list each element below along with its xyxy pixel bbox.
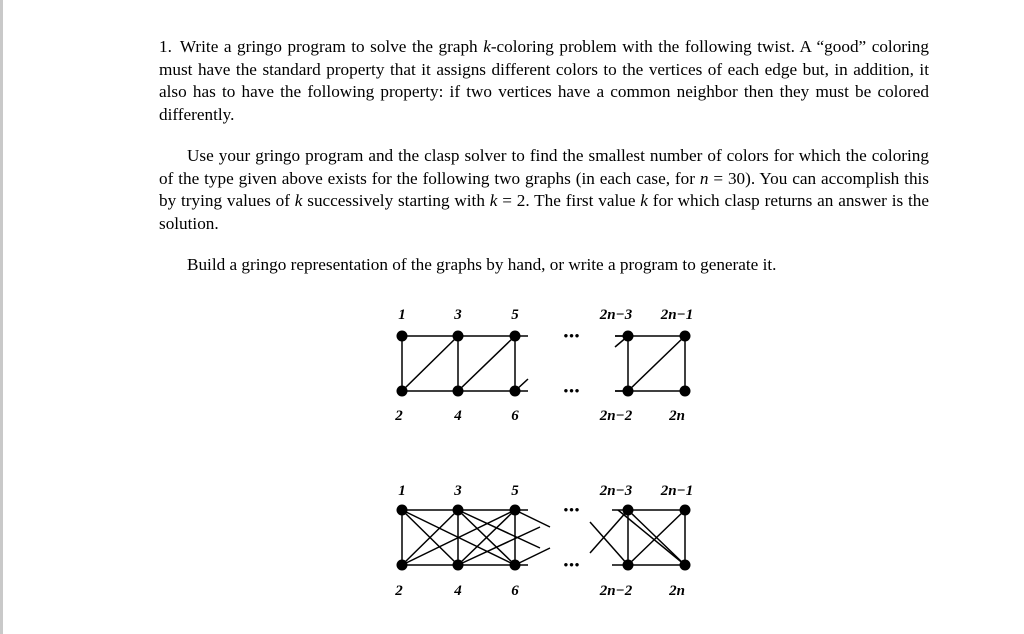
graph-2-label-top-1: 1: [398, 483, 406, 499]
graph-2-label-bottom-2: 2: [395, 583, 403, 599]
graphs-figure: [380, 298, 710, 608]
vertex-6: [510, 386, 521, 397]
vertex-3: [453, 505, 464, 516]
graph-2-label-top-5: 5: [511, 483, 519, 499]
graph-1-label-bottom-2n: 2n: [669, 408, 685, 424]
vertex-2: [397, 560, 408, 571]
graph-1-ellipsis-top: •••: [563, 328, 581, 343]
graph-2-label-bottom-2n-2: 2n−2: [599, 583, 633, 599]
graph-2-ellipsis-bottom: •••: [563, 557, 581, 572]
vertex-2n-3: [623, 331, 634, 342]
vertex-1: [397, 505, 408, 516]
graph-1-label-top-3: 3: [454, 307, 462, 323]
problem-paragraph-2: Use your gringo program and the clasp solver to find the smallest number of colors for which the coloring of the type given above exists for the following two graphs (in each case, for n = 30). You can accomplish this by trying values of k successively starting with k = 2. The first value k for which clasp returns an answer is the solution.: [159, 146, 929, 233]
vertex-4: [453, 386, 464, 397]
graph-2-label-top-2n-1: 2n−1: [660, 483, 694, 499]
vertex-5: [510, 331, 521, 342]
graph-1-label-bottom-4: 4: [454, 408, 462, 424]
vertex-2n: [680, 386, 691, 397]
graph-1-label-bottom-6: 6: [511, 408, 519, 424]
problem-paragraph-3: Build a gringo representation of the graphs by hand, or write a program to generate it.: [187, 255, 777, 274]
graph-2-vertices: [397, 505, 691, 571]
graph-1-ellipsis-bottom: •••: [563, 383, 581, 398]
graph-1-label-bottom-2: 2: [395, 408, 403, 424]
vertex-2n-3: [623, 505, 634, 516]
graph-2-label-bottom-6: 6: [511, 583, 519, 599]
vertex-5: [510, 505, 521, 516]
problem-number: 1.: [159, 37, 172, 56]
vertex-4: [453, 560, 464, 571]
graph-2-label-top-3: 3: [454, 483, 462, 499]
graph-1-edges: [402, 336, 685, 391]
page-left-border: [0, 0, 3, 634]
graph-1-label-bottom-2n-2: 2n−2: [599, 408, 633, 424]
vertex-2n-2: [623, 560, 634, 571]
vertex-6: [510, 560, 521, 571]
vertex-2n: [680, 560, 691, 571]
graph-1-vertices: [397, 331, 691, 397]
vertex-2n-2: [623, 386, 634, 397]
problem-paragraph-1: 1. Write a gringo program to solve the graph k-coloring problem with the following twist. A “good” coloring must have the standard property that it assigns different colors to the vertices of each edge but, in addition, it also has to have the following property: if two vertices have a common neighbor then they must be colored differently.: [159, 37, 929, 124]
vertex-2n-1: [680, 505, 691, 516]
graph-2-ellipsis-top: •••: [563, 502, 581, 517]
graph-2-label-top-2n-3: 2n−3: [599, 483, 633, 499]
vertex-2n-1: [680, 331, 691, 342]
vertex-3: [453, 331, 464, 342]
graph-1-label-top-2n-3: 2n−3: [599, 307, 633, 323]
graph-2-label-bottom-4: 4: [454, 583, 462, 599]
graph-2-edges: [402, 510, 685, 565]
vertex-2: [397, 386, 408, 397]
graph-1-label-top-1: 1: [398, 307, 406, 323]
graph-1-label-top-2n-1: 2n−1: [660, 307, 694, 323]
vertex-1: [397, 331, 408, 342]
graph-2-label-bottom-2n: 2n: [669, 583, 685, 599]
graph-1-label-top-5: 5: [511, 307, 519, 323]
